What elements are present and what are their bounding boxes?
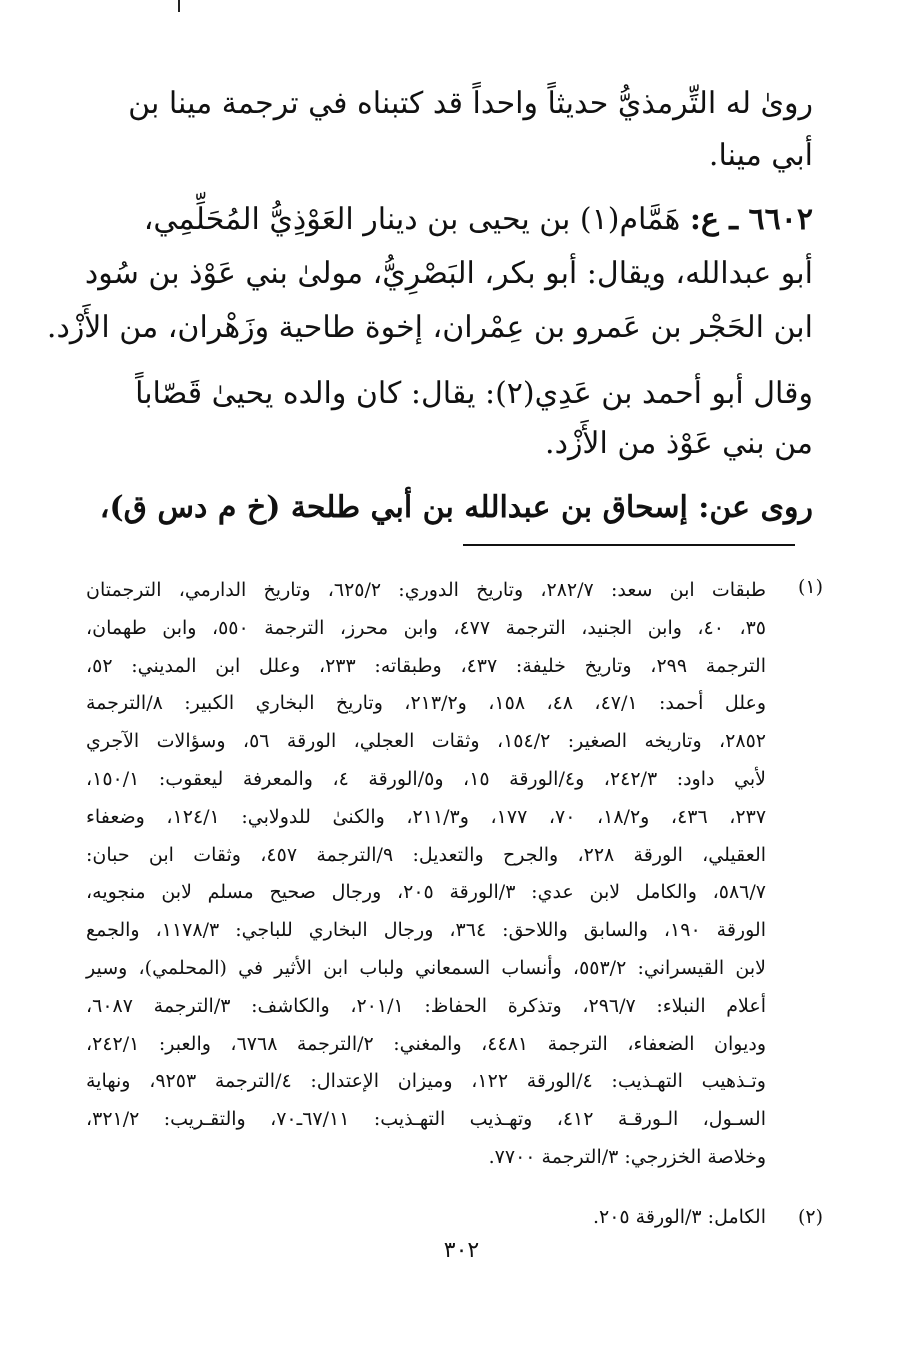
footnote-1-line: أعلام النبلاء: ٢٩٦/٧، وتذكرة الحفاظ: ٢٠١/١، والكاشف: ٣/الترجمة ٦٠٨٧، [86, 994, 766, 1017]
footnote-1-marker: (١) [797, 576, 823, 598]
entry-line3: ابن الحَجْر بن عَمرو بن عِمْران، إخوة طاحية وزَهْران، من الأَزْد. [46, 310, 813, 345]
footnote-1-line: ٥٨٦/٧، والكامل لابن عدي: ٣/الورقة ٢٠٥، ورجال صحيح مسلم لابن منجويه، [86, 881, 766, 904]
footnote-1-line: وديوان الضعفاء، الترجمة ٤٤٨١، والمغني: ٢/الترجمة ٦٧٦٨، والعبر: ٢٤٢/١، [86, 1032, 767, 1055]
footnote-1-line: ٣٥، ٤٠، وابن الجنيد، الترجمة ٤٧٧، وابن محرز، الترجمة ٥٥٠، وابن طهمان، [86, 616, 767, 639]
footnote-1-line: ٢٣٧، ٤٣٦، و١٨/٢، ٧٠، ١٧٧، و٢١١/٣، والكنىٰ للدولابي: ١٢٤/١، وضعفاء [86, 805, 767, 828]
para4-line1: روى عن: إسحاق بن عبدالله بن أبي طلحة (خ م دس ق)، [99, 490, 813, 525]
footnote-1-line: العقيلي، الورقة ٢٢٨، والجرح والتعديل: ٩/الترجمة ٤٥٧، وثقات ابن حبان: [86, 843, 767, 866]
page-number: ٣٠٢ [443, 1238, 480, 1263]
footnote-2-text: الكامل: ٣/الورقة ٢٠٥. [592, 1206, 766, 1228]
footnote-1-line: لأبي داود: ٢٤٢/٣، و٤/الورقة ١٥، و٥/الورقة ٤، والمعرفة ليعقوب: ١٥٠/١، [86, 768, 766, 790]
para1-line2: أبي مينا. [708, 138, 813, 173]
footnote-1-line: ٢٨٥٢، وتاريخه الصغير: ١٥٤/٢، وثقات العجلي، الورقة ٥٦، وسؤالات الآجري [86, 730, 766, 753]
entry-number: ٦٦٠٢ ـ ع: [689, 202, 813, 237]
footnote-1-line: السـول، الـورقـة ٤١٢، وتهـذيب التهـذيب: ٦٧/١١ـ٧٠، والتقـريب: ٣٢١/٢، [86, 1108, 766, 1131]
para1-line1: روىٰ له التِّرمذيُّ حديثاً واحداً قد كتبناه في ترجمة مينا بن [128, 86, 813, 121]
entry-line1 [93, 198, 813, 242]
entry-line2: أبو عبدالله، ويقال: أبو بكر، البَصْرِيُّ، مولىٰ بني عَوْذ بن سُود [84, 256, 813, 291]
footnote-1-line: وعلل أحمد: ٤٧/١، ٤٨، ١٥٨، و٢١٣/٢، وتاريخ البخاري الكبير: ٨/الترجمة [86, 692, 767, 715]
footnote-separator [463, 544, 795, 546]
footnote-1-line: طبقات ابن سعد: ٢٨٢/٧، وتاريخ الدوري: ٦٢٥/٢، وتاريخ الدارمي، الترجمتان [86, 579, 766, 601]
footnote-1-line: وتـذهيب التهـذيب: ٤/الورقة ١٢٢، وميزان الإعتدال: ٤/الترجمة ٩٢٥٣، ونهاية [86, 1070, 766, 1093]
footnote-1-line: الورقة ١٩٠، والسابق واللاحق: ٣٦٤، ورجال البخاري للباجي: ١١٧٨/٣، والجمع [86, 919, 766, 942]
scan-mark [178, 0, 180, 12]
para3-line1: وقال أبو أحمد بن عَدِي(٢): يقال: كان والده يحيىٰ قَصّاباً [135, 376, 813, 411]
footnote-2-marker: (٢) [797, 1206, 823, 1228]
footnote-1-line: لابن القيسراني: ٥٥٣/٢، وأنساب السمعاني ولباب ابن الأثير في (المحلمي)، وسير [86, 957, 766, 979]
entry-heading: هَمَّام(١) بن يحيى بن دينار العَوْذِيُّ المُحَلِّمِي، [143, 202, 681, 237]
footnote-1-line: الترجمة ٢٩٩، وتاريخ خليفة: ٤٣٧، وطبقاته: ٢٣٣، وعلل ابن المديني: ٥٢، [86, 654, 766, 677]
footnote-1-line: وخلاصة الخزرجي: ٣/الترجمة ٧٧٠٠. [488, 1146, 766, 1168]
para3-line2: من بني عَوْذ من الأَزْد. [545, 426, 813, 461]
